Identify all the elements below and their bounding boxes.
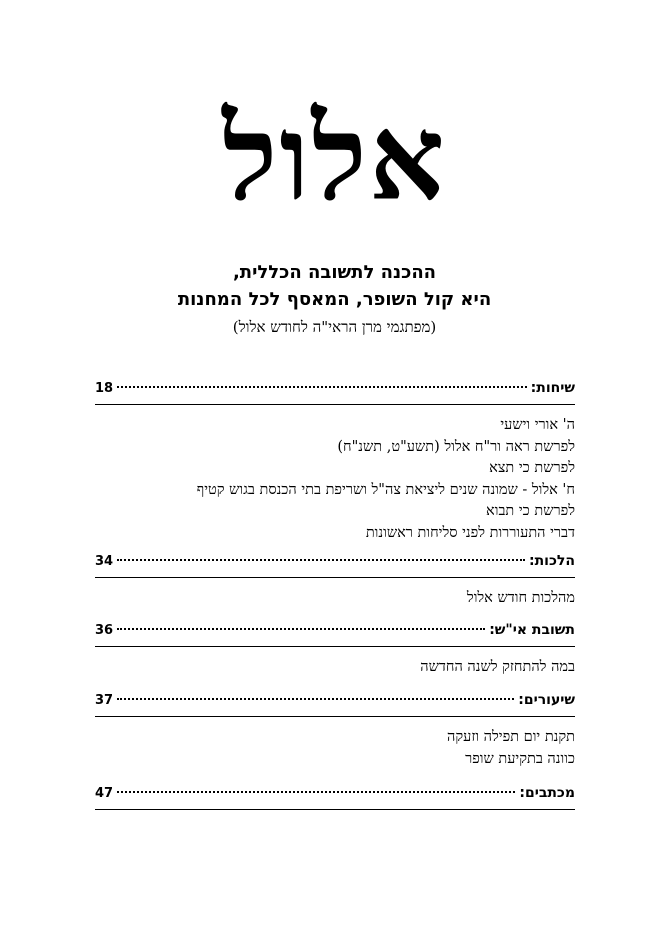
dot-leader <box>117 386 527 388</box>
toc-page-number: 18 <box>95 381 114 396</box>
dot-leader <box>117 628 485 630</box>
toc-item[interactable]: מהלכות חודש אלול <box>466 590 575 606</box>
section-rule <box>95 809 575 810</box>
section-rule <box>95 646 575 647</box>
toc-section-laws <box>95 553 575 610</box>
toc-section-title: הלכות: <box>529 553 575 569</box>
toc-item[interactable]: תקנת יום תפילה וזעקה <box>447 729 575 745</box>
toc-section-talks <box>95 380 575 544</box>
toc-item-list <box>95 727 575 770</box>
toc-item-list <box>95 415 575 544</box>
toc-item[interactable]: לפרשת כי תבוא <box>486 503 575 519</box>
section-rule <box>95 404 575 405</box>
toc-section-header <box>95 553 575 575</box>
toc-item[interactable]: ח' אלול - שמונה שנים ליציאת צה"ל ושריפת בתי הכנסת בגוש קטיף <box>196 481 575 498</box>
toc-page-number: 34 <box>95 554 114 569</box>
subtitle-source: (מפתגמי מרן הראי"ה לחודש אלול) <box>232 318 437 336</box>
toc-item[interactable]: לפרשת ראה ור"ח אלול (תשע"ט, תשנ"ח) <box>337 438 575 455</box>
toc-section-title: מכתבים: <box>519 785 575 801</box>
toc-item[interactable]: במה להתחזק לשנה החדשה <box>420 659 575 675</box>
dot-leader <box>117 791 515 793</box>
toc-section-header <box>95 622 575 644</box>
toc-item-list <box>95 588 575 610</box>
toc-item[interactable]: לפרשת כי תצא <box>489 460 575 476</box>
toc-section-header <box>95 692 575 714</box>
section-rule <box>95 716 575 717</box>
subtitle-line-2: היא קול השופר, המאסף לכל המחנות <box>177 289 492 310</box>
dot-leader <box>117 559 525 561</box>
toc-section-title: שיעורים: <box>518 692 575 708</box>
toc-page-number: 37 <box>95 693 114 708</box>
toc-section-title: שיחות: <box>530 380 575 396</box>
toc-section-letters <box>95 785 575 810</box>
toc-page-number: 47 <box>95 786 114 801</box>
toc-section-lessons <box>95 692 575 770</box>
page-title: אלול <box>222 88 447 227</box>
toc-item[interactable]: דברי התעוררות לפני סליחות ראשונות <box>365 524 575 541</box>
toc-item[interactable]: כוונה בתקיעת שופר <box>465 750 575 767</box>
toc-page-number: 36 <box>95 623 114 638</box>
toc-section-header <box>95 785 575 807</box>
dot-leader <box>117 698 514 700</box>
toc-section-title: תשובת אי"ש: <box>489 622 575 638</box>
toc-section-header <box>95 380 575 402</box>
toc-section-answers <box>95 622 575 679</box>
section-rule <box>95 577 575 578</box>
toc-item[interactable]: ה' אורי וישעי <box>500 417 575 433</box>
subtitle-line-1: ההכנה לתשובה הכללית, <box>232 262 437 283</box>
toc-item-list <box>95 657 575 679</box>
